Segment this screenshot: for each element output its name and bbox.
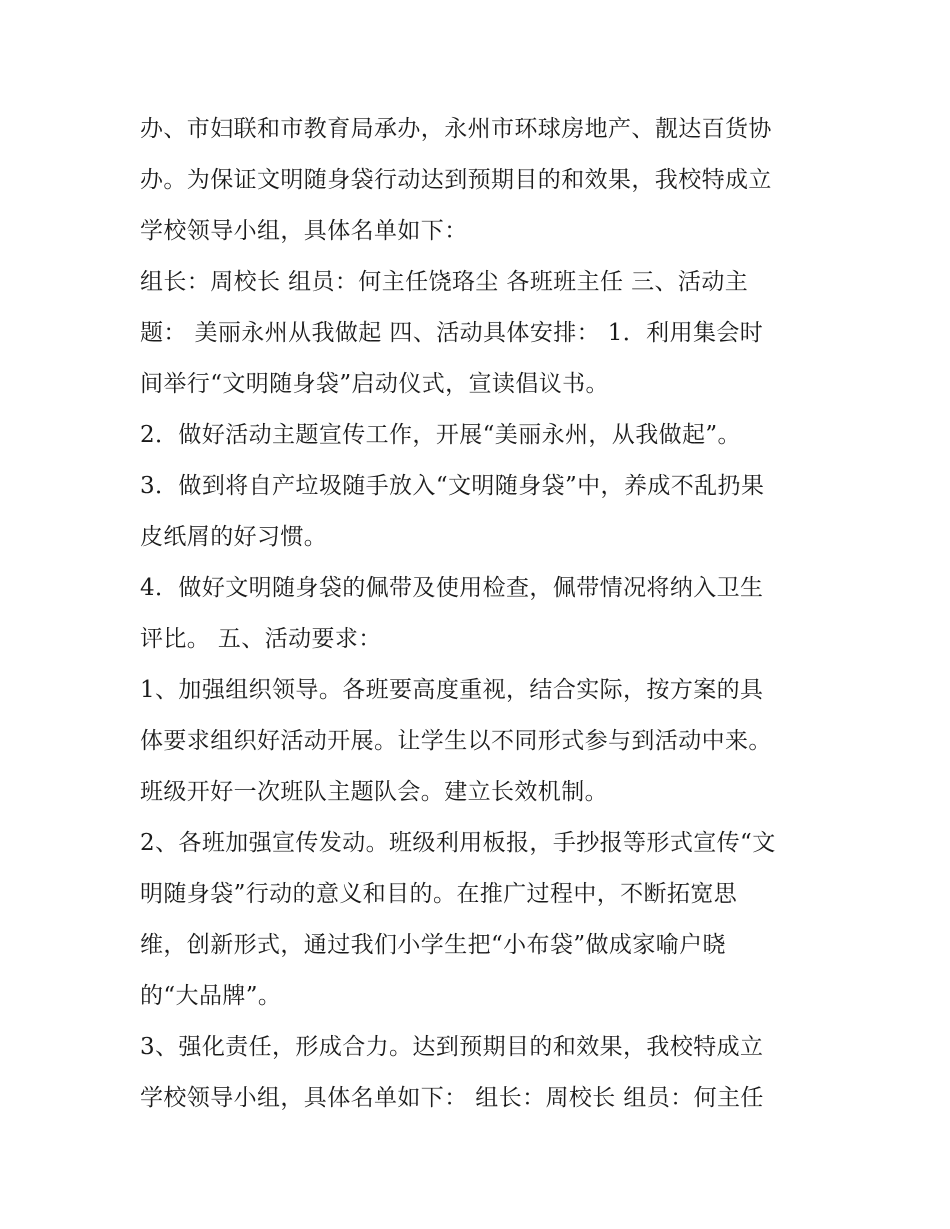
text-line: 3．做到将自产垃圾随手放入“文明随身袋”中，养成不乱扔果 xyxy=(140,473,765,499)
text-line: 的“大品牌”。 xyxy=(140,983,282,1009)
text-line: 班级开好一次班队主题队会。建立长效机制。 xyxy=(140,779,608,805)
text-line: 皮纸屑的好习惯。 xyxy=(140,524,328,550)
text-line: 1、加强组织领导。各班要高度重视，结合实际，按方案的具 xyxy=(140,677,764,703)
text-line: 4．做好文明随身袋的佩带及使用检查，佩带情况将纳入卫生 xyxy=(140,575,764,601)
text-line: 3、强化责任，形成合力。达到预期目的和效果，我校特成立 xyxy=(140,1034,764,1060)
text-line: 维，创新形式，通过我们小学生把“小布袋”做成家喻户晓 xyxy=(140,932,726,958)
document-body xyxy=(140,104,830,1124)
text-line: 学校领导小组，具体名单如下： 组长：周校长 组员：何主任 xyxy=(140,1085,764,1111)
text-line: 办、市妇联和市教育局承办，永州市环球房地产、靓达百货协 xyxy=(140,116,772,142)
text-line: 组长：周校长 组员：何主任饶珞尘 各班班主任 三、活动主 xyxy=(140,269,749,295)
text-line: 办。为保证文明随身袋行动达到预期目的和效果，我校特成立 xyxy=(140,167,772,193)
text-line: 2、各班加强宣传发动。班级利用板报，手抄报等形式宣传“文 xyxy=(140,830,776,856)
text-line: 学校领导小组，具体名单如下： xyxy=(140,218,468,244)
text-line: 明随身袋”行动的意义和目的。在推广过程中，不断拓宽思 xyxy=(140,881,738,907)
text-line: 间举行“文明随身袋”启动仪式，宣读倡议书。 xyxy=(140,371,609,397)
text-line: 体要求组织好活动开展。让学生以不同形式参与到活动中来。 xyxy=(140,728,772,754)
text-line: 评比。 五、活动要求： xyxy=(140,626,382,652)
text-line: 2．做好活动主题宣传工作，开展“美丽永州，从我做起”。 xyxy=(140,422,741,448)
text-line: 题： 美丽永州从我做起 四、活动具体安排： 1．利用集会时 xyxy=(140,320,764,346)
